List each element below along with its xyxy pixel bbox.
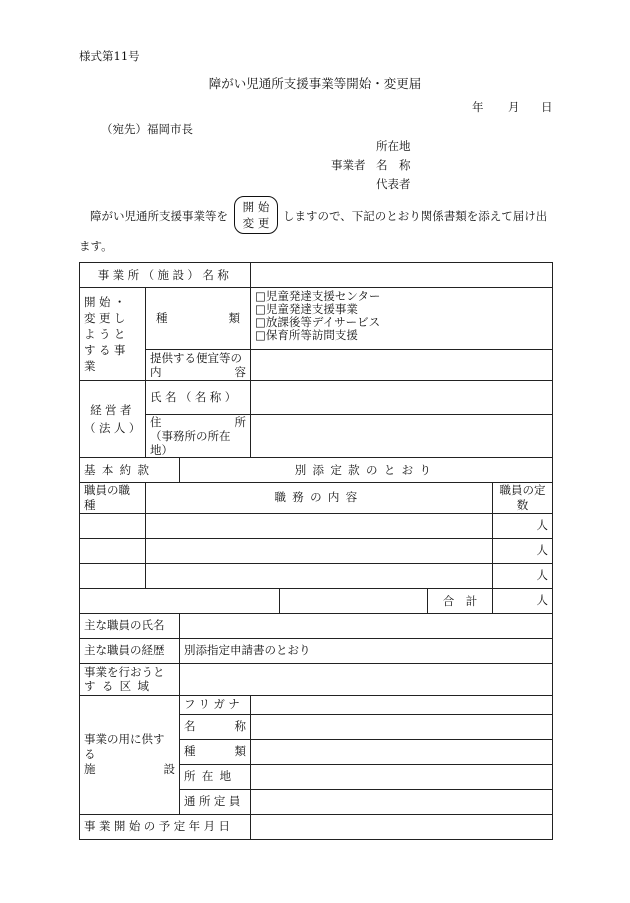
staff-job-header: 職員の職種 [80, 483, 146, 514]
type-label-right: 類 [228, 311, 241, 326]
bracket-change: 変 更 [242, 216, 270, 230]
facility-address-label: 所在地 [180, 764, 251, 789]
staff-duties-field[interactable] [146, 513, 493, 538]
region-label-line2: する区域 [84, 679, 156, 694]
convenience-label-left: 内 [150, 365, 162, 379]
addressee: （宛先）福岡市長 [101, 122, 193, 136]
applicant-name-label: 名 称 [376, 158, 411, 172]
region-field[interactable] [180, 663, 553, 695]
manager-address-field[interactable] [251, 415, 553, 458]
facility-group-left: 施 [84, 762, 96, 777]
main-staff-career-value: 別添指定申請書のとおり [180, 638, 553, 663]
facility-capacity-label: 通所定員 [180, 789, 251, 814]
manager-name-label: 氏名（名称） [146, 381, 251, 415]
articles-label: 基本約款 [80, 458, 180, 483]
facility-type-right: 類 [234, 744, 247, 759]
facility-group-right: 設 [163, 762, 175, 777]
option-after-school-day[interactable]: □放課後等デイサービス [255, 315, 381, 329]
bracket-start: 開 始 [242, 200, 270, 214]
office-name-field[interactable] [251, 263, 553, 288]
business-group-label: 開始・変更しようとする事業 [80, 288, 146, 381]
facility-group-line1: 事業の用に供する [84, 732, 165, 762]
form-number: 様式第11号 [79, 49, 140, 63]
facility-name-left: 名 [184, 719, 196, 734]
total-blank [80, 588, 280, 613]
facility-capacity-field[interactable] [251, 789, 553, 814]
date-day: 日 [541, 100, 553, 114]
convenience-field[interactable] [251, 350, 553, 381]
main-staff-name-field[interactable] [180, 613, 553, 638]
manager-address-line2: （事務所の所在地） [150, 429, 231, 457]
staff-job-field[interactable] [80, 513, 146, 538]
facility-address-field[interactable] [251, 764, 553, 789]
start-change-bracket [234, 196, 278, 234]
staff-count-unit[interactable]: 人 [493, 513, 553, 538]
staff-count-unit[interactable]: 人 [493, 538, 553, 563]
manager-address-left: 住 [150, 415, 162, 429]
option-child-dev-support[interactable]: □児童発達支援事業 [255, 302, 358, 316]
business-type-options[interactable] [251, 288, 553, 350]
convenience-label-line1: 提供する便宜等の [150, 351, 242, 365]
staff-duties-field[interactable] [146, 538, 493, 563]
notification-table [79, 262, 553, 840]
convenience-label-right: 容 [234, 365, 247, 379]
statement-suffix: しますので、下記のとおり関係書類を添えて届け出 [283, 209, 548, 223]
facility-type-left: 種 [184, 744, 196, 759]
statement-prefix: 障がい児通所支援事業等を [90, 209, 228, 223]
facility-type-field[interactable] [251, 739, 553, 764]
manager-address-right: 所 [234, 415, 247, 429]
staff-duties-header: 職務の内容 [146, 483, 493, 514]
start-date-field[interactable] [251, 814, 553, 839]
page-title: 障がい児通所支援事業等開始・変更届 [208, 76, 422, 91]
option-nursery-visit[interactable]: □保育所等訪問支援 [255, 328, 358, 342]
total-label: 合 計 [427, 589, 492, 613]
option-child-dev-center[interactable]: □児童発達支援センター [255, 289, 381, 303]
staff-count-header: 職員の定数 [493, 483, 553, 514]
office-name-label: 事業所（施設）名称 [80, 263, 251, 288]
staff-job-field[interactable] [80, 538, 146, 563]
main-staff-name-label: 主な職員の氏名 [80, 613, 180, 638]
type-label-left: 種 [156, 311, 168, 326]
main-staff-career-label: 主な職員の経歴 [80, 638, 180, 663]
total-unit[interactable]: 人 [493, 588, 553, 613]
staff-count-unit[interactable]: 人 [493, 563, 553, 588]
applicant-location-label: 所在地 [376, 139, 411, 153]
date-month: 月 [508, 100, 520, 114]
facility-furigana-label: フリガナ [180, 695, 251, 714]
applicant-representative-label: 代表者 [376, 177, 411, 191]
statement-continued: ます。 [79, 239, 113, 253]
facility-name-field[interactable] [251, 714, 553, 739]
facility-name-right: 称 [234, 719, 247, 734]
manager-name-field[interactable] [251, 381, 553, 415]
staff-job-field[interactable] [80, 563, 146, 588]
date-year: 年 [472, 100, 484, 114]
start-date-label: 事業開始の予定年月日 [80, 814, 251, 839]
staff-duties-field[interactable] [146, 563, 493, 588]
facility-furigana-field[interactable] [251, 695, 553, 714]
manager-group-label: 経営者（法人） [80, 381, 146, 458]
articles-value: 別添定款のとおり [180, 458, 553, 483]
region-label-line1: 事業を行おうと [84, 665, 165, 680]
applicant-operator-label: 事業者 [331, 158, 366, 172]
